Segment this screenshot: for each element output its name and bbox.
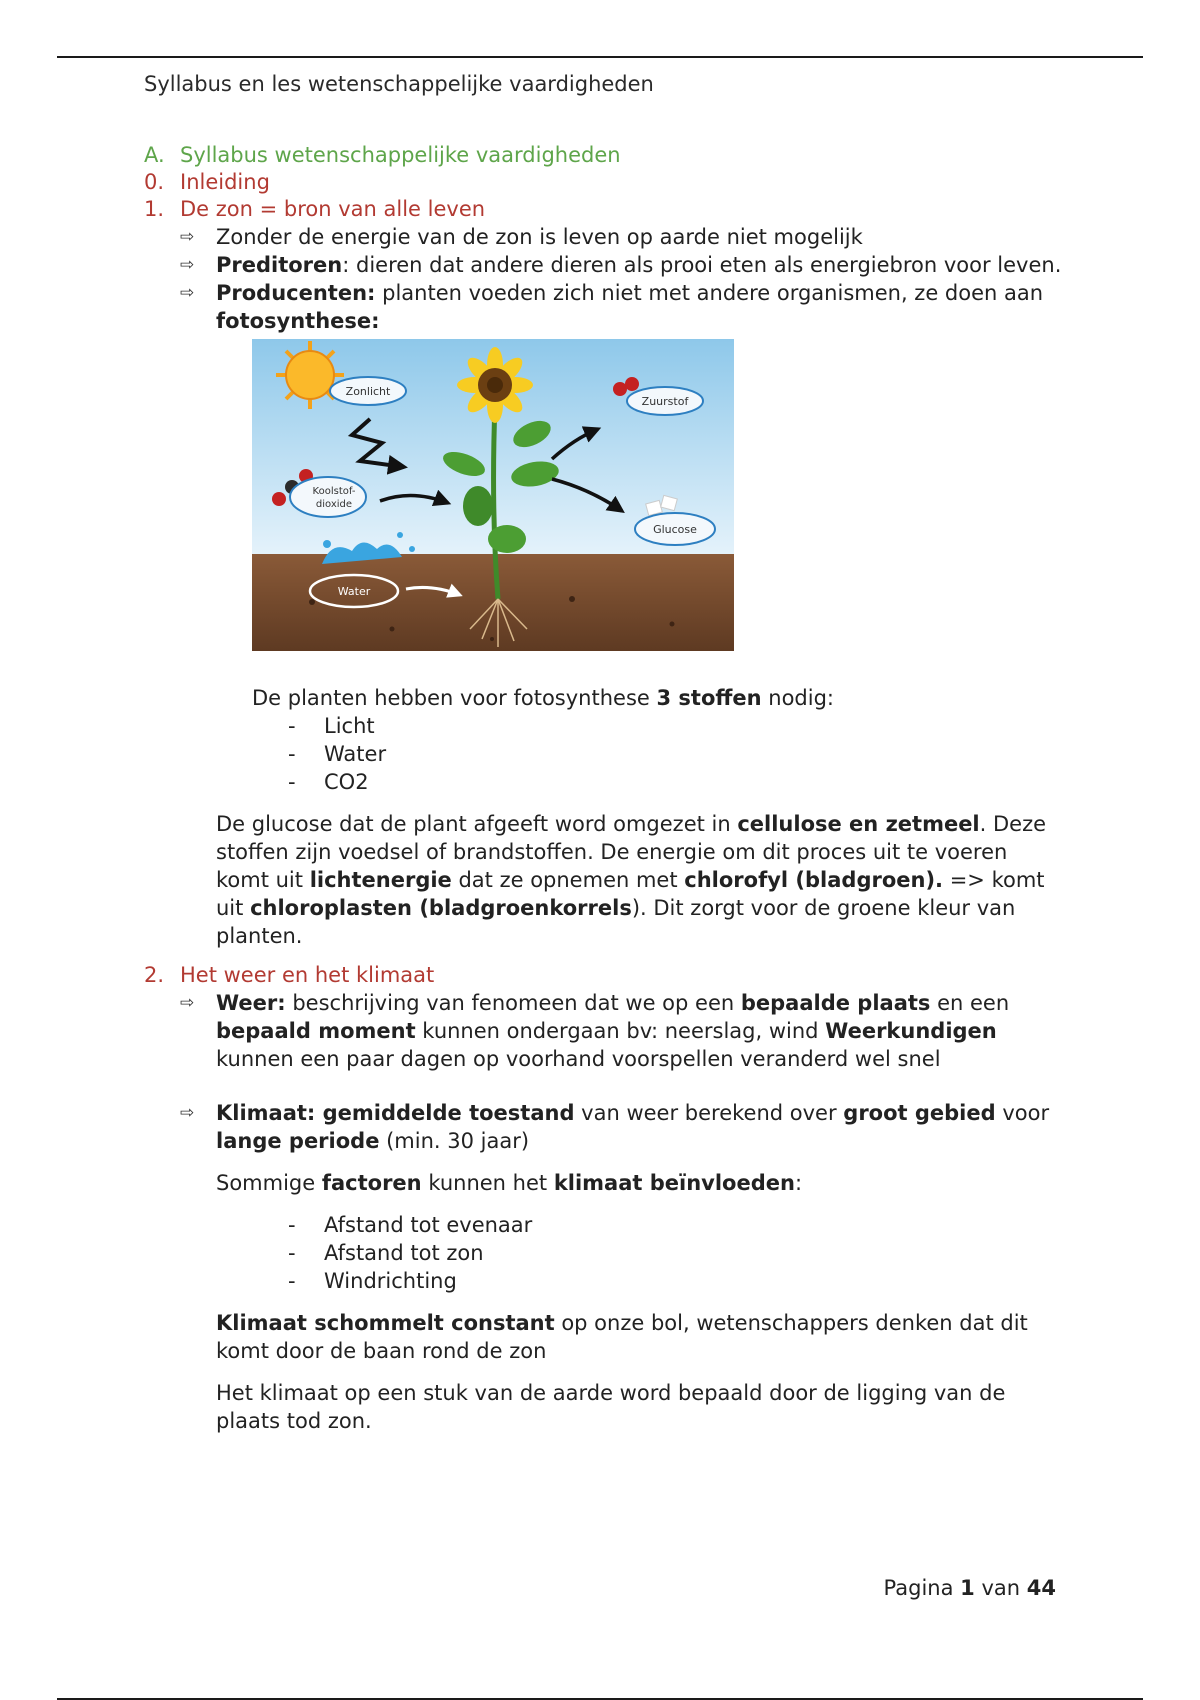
arrow-right-icon: ⇨ xyxy=(180,255,195,275)
heading-0 xyxy=(144,169,1064,196)
zonlicht-label xyxy=(330,377,406,405)
list-item: - CO2 xyxy=(288,770,369,794)
bullet-preditoren xyxy=(144,251,1064,279)
photosynthesis-illustration xyxy=(252,339,734,651)
heading-number: A. xyxy=(144,143,165,167)
svg-text:Koolstof-: Koolstof- xyxy=(312,486,356,497)
heading-2 xyxy=(144,962,1064,989)
needs-intro: De planten hebben voor fotosynthese 3 stoffen nodig: xyxy=(252,686,834,710)
page-number: Pagina 1 van 44 xyxy=(883,1576,1056,1600)
arrow-right-icon: ⇨ xyxy=(180,283,195,303)
heading-title: De zon = bron van alle leven xyxy=(180,197,486,221)
heading-title: Inleiding xyxy=(180,170,270,194)
svg-text:Zonlicht: Zonlicht xyxy=(345,385,391,398)
factors-intro: Sommige factoren kunnen het klimaat beïnvloeden: xyxy=(216,1171,803,1195)
page-header: Syllabus en les wetenschappelijke vaardigheden xyxy=(144,72,654,96)
heading-title: Het weer en het klimaat xyxy=(180,963,435,987)
schommelt-paragraph: Klimaat schommelt constant op onze bol, wetenschappers denken dat dit komt door de baan rond de zon xyxy=(216,1311,1028,1363)
arrow-right-icon: ⇨ xyxy=(180,227,195,247)
bullet-text: Klimaat: gemiddelde toestand van weer berekend over groot gebied voor lange periode (min. 30 jaar) xyxy=(216,1101,1050,1153)
list-item: - Water xyxy=(288,742,387,766)
heading-number: 0. xyxy=(144,170,165,194)
svg-text:Zuurstof: Zuurstof xyxy=(641,395,689,408)
bullet-producenten xyxy=(144,279,1064,335)
heading-1 xyxy=(144,196,1064,223)
document-body xyxy=(144,142,1064,1435)
arrow-right-icon: ⇨ xyxy=(180,993,195,1013)
heading-a xyxy=(144,142,1064,169)
top-rule xyxy=(57,56,1143,58)
list-item: - Afstand tot zon xyxy=(288,1241,484,1265)
heading-title: Syllabus wetenschappelijke vaardigheden xyxy=(180,143,621,167)
bullet-weer xyxy=(144,989,1064,1073)
heading-number: 1. xyxy=(144,197,165,221)
heading-number: 2. xyxy=(144,963,165,987)
bullet-text: Producenten: planten voeden zich niet met andere organismen, ze doen aan fotosynthese: xyxy=(216,281,1044,333)
bullet-text: Preditoren: dieren dat andere dieren als prooi eten als energiebron voor leven. xyxy=(216,253,1062,277)
arrow-right-icon: ⇨ xyxy=(180,1103,195,1123)
ligging-paragraph: Het klimaat op een stuk van de aarde word bepaald door de ligging van de plaats tod zon. xyxy=(216,1381,1006,1433)
sun-icon xyxy=(276,341,344,409)
svg-text:Glucose: Glucose xyxy=(653,523,697,536)
glucose-paragraph: De glucose dat de plant afgeeft word omgezet in cellulose en zetmeel. Deze stoffen zijn voedsel of brandstoffen. De energie om dit proces uit te voeren komt uit lichtenergie dat ze opnemen met chlorofyl (bladgroen). => komt uit chloroplasten (bladgroenkorrels). Dit zorgt voor de groene kleur van planten. xyxy=(216,812,1047,948)
svg-text:dioxide: dioxide xyxy=(315,499,353,510)
svg-text:Water: Water xyxy=(337,585,371,598)
list-item: - Windrichting xyxy=(288,1269,457,1293)
list-item: - Licht xyxy=(288,714,375,738)
list-item: - Afstand tot evenaar xyxy=(288,1213,533,1237)
bullet-klimaat xyxy=(144,1099,1064,1155)
bullet-text: Weer: beschrijving van fenomeen dat we op een bepaalde plaats en een bepaald moment kunnen ondergaan bv: neerslag, wind Weerkundigen kunnen een paar dagen op voorhand voorspellen veranderd wel snel xyxy=(216,991,1010,1071)
bullet-zon xyxy=(144,223,1064,251)
bullet-text: Zonder de energie van de zon is leven op aarde niet mogelijk xyxy=(216,225,863,249)
